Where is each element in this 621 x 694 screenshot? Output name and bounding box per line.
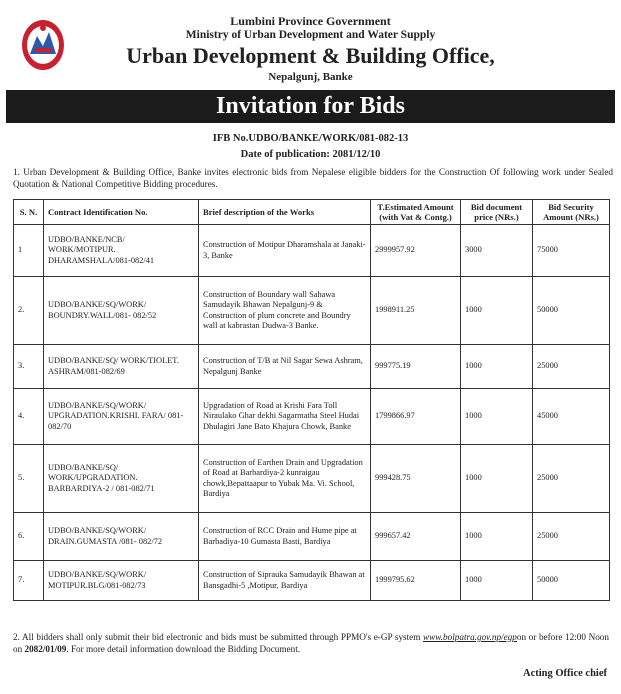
deadline-date: 2082/01/09 bbox=[24, 643, 67, 654]
col-header-sn: S. N. bbox=[14, 200, 44, 225]
cell-amount: 1799866.97 bbox=[371, 389, 461, 445]
submission-note bbox=[13, 632, 609, 655]
cell-bid-security: 25000 bbox=[533, 513, 610, 561]
cell-contract-id: UDBO/BANKE/NCB/ WORK/MOTIPUR. DHARAMSHALA/081-082/41 bbox=[44, 225, 199, 277]
table-row bbox=[14, 445, 610, 513]
table-row bbox=[14, 389, 610, 445]
col-header-bid-security: Bid Security Amount (NRs.) bbox=[533, 200, 610, 225]
cell-amount: 999428.75 bbox=[371, 445, 461, 513]
note-mid: on or before 12:00 Noon on bbox=[13, 632, 609, 654]
cell-bid-security: 25000 bbox=[533, 345, 610, 389]
cell-description: Construction of Earthen Drain and Upgradation of Road at Barbardiya-2 kunraigau chowk,Bepattaapur to Yubak Ma. Vi. School, Bardiya bbox=[199, 445, 371, 513]
cell-description: Construction of Motipur Dharamshala at Janaki-3, Banke bbox=[199, 225, 371, 277]
cell-amount: 999657.42 bbox=[371, 513, 461, 561]
cell-description: Construction of RCC Drain and Hume pipe at Barbadiya-10 Gumasta Basti, Bardiya bbox=[199, 513, 371, 561]
cell-contract-id: UDBO/BANKE/SQ/WORK/ DRAIN.GUMASTA /081- 082/72 bbox=[44, 513, 199, 561]
cell-contract-id: UDBO/BANKE/SQ/WORK/ UPGRADATION.KRISHI. FARA/ 081-082/70 bbox=[44, 389, 199, 445]
cell-sn: 7. bbox=[14, 561, 44, 601]
cell-amount: 999775.19 bbox=[371, 345, 461, 389]
col-header-description: Brief description of the Works bbox=[199, 200, 371, 225]
cell-amount: 2999957.92 bbox=[371, 225, 461, 277]
table-row bbox=[14, 277, 610, 345]
publication-date: Date of publication: 2081/12/10 bbox=[240, 149, 381, 160]
cell-document-price: 1000 bbox=[461, 345, 533, 389]
table-row bbox=[14, 513, 610, 561]
cell-bid-security: 25000 bbox=[533, 445, 610, 513]
cell-amount: 1998911.25 bbox=[371, 277, 461, 345]
note-prefix: 2. All bidders shall only submit their bid electronic and bids must be submitted through PPMO's e-GP system bbox=[13, 632, 424, 642]
cell-description: Construction of Siprauka Samudayik Bhawan at Bansgadhi-5 ,Motipur, Bardiya bbox=[199, 561, 371, 601]
office-location: Nepalgunj, Banke bbox=[268, 71, 353, 83]
header bbox=[0, 0, 621, 92]
cell-sn: 1 bbox=[14, 225, 44, 277]
cell-description: Construction of T/B at Nil Sagar Sewa Ashram, Nepalgunj Banke bbox=[199, 345, 371, 389]
cell-document-price: 3000 bbox=[461, 225, 533, 277]
cell-sn: 4. bbox=[14, 389, 44, 445]
egp-link[interactable]: www.bolpatra.gov.np/egp bbox=[423, 632, 517, 642]
cell-contract-id: UDBO/BANKE/SQ/WORK/ BOUNDRY.WALL/081- 082/52 bbox=[44, 277, 199, 345]
cell-sn: 5. bbox=[14, 445, 44, 513]
cell-bid-security: 50000 bbox=[533, 277, 610, 345]
page-title: Invitation for Bids bbox=[6, 90, 615, 123]
ifb-number: IFB No.UDBO/BANKE/WORK/081-082-13 bbox=[212, 133, 409, 144]
cell-bid-security: 45000 bbox=[533, 389, 610, 445]
cell-amount: 1999795.62 bbox=[371, 561, 461, 601]
table-row bbox=[14, 225, 610, 277]
bids-table bbox=[13, 199, 610, 601]
signature: Acting Office chief bbox=[523, 668, 607, 679]
table-header-row bbox=[14, 200, 610, 225]
intro-paragraph: 1. Urban Development & Building Office, Banke invites electronic bids from Nepalese eligible bidders for the Construction Of following work under Sealed Quotation & National Competitive Bidding procedures. bbox=[13, 167, 613, 189]
cell-description: Upgradation of Road at Krishi Fara Toll Niraulako Ghar dekhi Sagarmatha Steel Hudai Dhulagiri Jane Bato Khajura Chowk, Banke bbox=[199, 389, 371, 445]
cell-description: Construction of Boundary wall Sahawa Samudayik Bhawan Nepalgunj-9 & Construction of plum concrete and Boundry wall at kabrastan Dudwa-3 Banke. bbox=[199, 277, 371, 345]
cell-sn: 2. bbox=[14, 277, 44, 345]
cell-document-price: 1000 bbox=[461, 389, 533, 445]
cell-sn: 3. bbox=[14, 345, 44, 389]
col-header-contract-id: Contract Identification No. bbox=[44, 200, 199, 225]
note-suffix: . For more detail information download the Bidding Document. bbox=[66, 643, 301, 654]
cell-sn: 6. bbox=[14, 513, 44, 561]
cell-contract-id: UDBO/BANKE/SQ/ WORK/UPGRADATION. BARBARDIYA-2 / 081-082/71 bbox=[44, 445, 199, 513]
col-header-document-price: Bid document price (NRs.) bbox=[461, 200, 533, 225]
government-title: Lumbini Province Government bbox=[230, 14, 391, 28]
cell-contract-id: UDBO/BANKE/SQ/WORK/ MOTIPUR.BLG/081-082/73 bbox=[44, 561, 199, 601]
cell-document-price: 1000 bbox=[461, 513, 533, 561]
cell-bid-security: 75000 bbox=[533, 225, 610, 277]
office-title: Urban Development & Building Office, bbox=[126, 43, 495, 68]
col-header-estimated-amount: T.Estimated Amount (with Vat & Contg.) bbox=[371, 200, 461, 225]
cell-bid-security: 50000 bbox=[533, 561, 610, 601]
ministry-title: Ministry of Urban Development and Water Supply bbox=[185, 29, 436, 41]
cell-document-price: 1000 bbox=[461, 277, 533, 345]
cell-document-price: 1000 bbox=[461, 561, 533, 601]
table-row bbox=[14, 561, 610, 601]
table-row bbox=[14, 345, 610, 389]
cell-document-price: 1000 bbox=[461, 445, 533, 513]
cell-contract-id: UDBO/BANKE/SQ/ WORK/TIOLET. ASHRAM/081-082/69 bbox=[44, 345, 199, 389]
